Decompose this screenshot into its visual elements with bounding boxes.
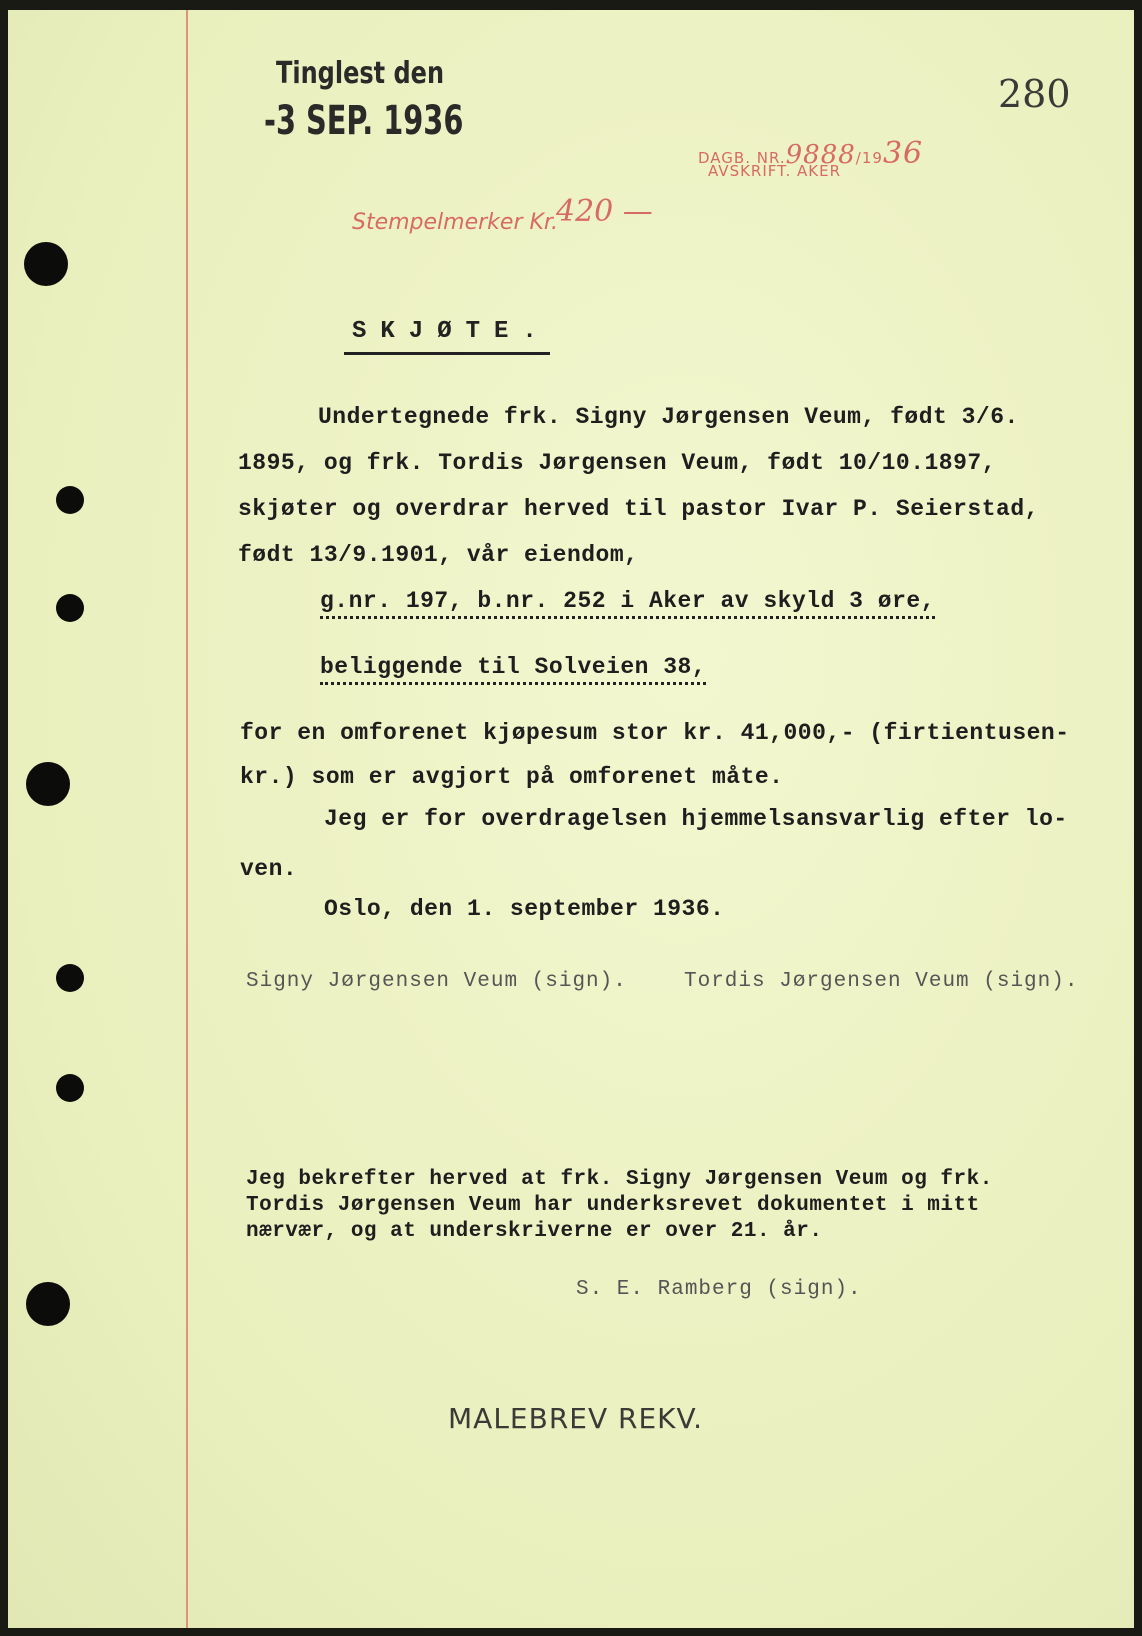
dagb-year: 36 [882, 136, 924, 171]
binder-hole [24, 242, 68, 286]
body-line: Undertegnede frk. Signy Jørgensen Veum, født 3/6. [318, 404, 1019, 430]
witness-line: nærvær, og at underskriverne er over 21. år. [246, 1220, 823, 1243]
title-underline [344, 352, 550, 355]
witness-line: Jeg bekrefter herved at frk. Signy Jørgensen Veum og frk. [246, 1168, 993, 1191]
signature-right: Tordis Jørgensen Veum (sign). [684, 970, 1079, 993]
binder-hole [56, 594, 84, 622]
binder-hole [26, 1282, 70, 1326]
stempelmerker-amount: 420 — [556, 194, 653, 229]
location-line: beliggende til Solveien 38, [320, 654, 706, 685]
body-line: 1895, og frk. Tordis Jørgensen Veum, født 10/10.1897, [238, 450, 997, 476]
dagb-number: 9888 [785, 140, 856, 170]
binder-hole [56, 486, 84, 514]
binder-hole [56, 964, 84, 992]
property-line: g.nr. 197, b.nr. 252 i Aker av skyld 3 øre, [320, 588, 935, 619]
binder-hole [56, 1074, 84, 1102]
place-date: Oslo, den 1. september 1936. [324, 896, 725, 922]
document-title: SKJØTE. [352, 318, 551, 345]
document-page [8, 10, 1134, 1628]
registration-date-stamp: -3 SEP. 1936 [264, 98, 464, 144]
price-line: kr.) som er avgjort på omforenet måte. [240, 764, 784, 790]
dagb-year-prefix: /19 [855, 149, 883, 167]
warranty-line: Jeg er for overdragelsen hjemmelsansvarlig efter lo- [324, 806, 1068, 832]
avskrift-stamp: AVSKRIFT. AKER [708, 162, 842, 180]
dagb-prefix: DAGB. NR. [698, 149, 786, 167]
binder-hole [26, 762, 70, 806]
margin-line [186, 10, 188, 1628]
signature-left: Signy Jørgensen Veum (sign). [246, 970, 627, 993]
body-line: født 13/9.1901, vår eiendom, [238, 542, 639, 568]
body-line: skjøter og overdrar herved til pastor Ivar P. Seierstad, [238, 496, 1039, 522]
warranty-line: ven. [240, 856, 298, 882]
price-line: for en omforenet kjøpesum stor kr. 41,000,- (firtientusen- [240, 720, 1070, 746]
tinglest-stamp: Tinglest den [276, 56, 445, 91]
page-number: 280 [998, 72, 1071, 116]
witness-signature: S. E. Ramberg (sign). [576, 1278, 862, 1301]
witness-line: Tordis Jørgensen Veum har underksrevet dokumentet i mitt [246, 1194, 980, 1217]
malebrev-stamp: MALEBREV REKV. [448, 1402, 703, 1435]
stempelmerker-label: Stempelmerker Kr. [352, 210, 558, 235]
